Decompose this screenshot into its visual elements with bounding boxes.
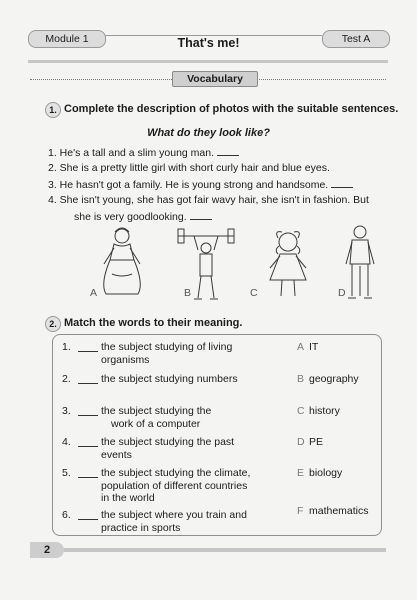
- footer-band: [64, 548, 386, 552]
- match-definition: the subject studying of living organisms: [101, 341, 233, 366]
- answer-blank[interactable]: [78, 373, 98, 384]
- answer-blank[interactable]: [78, 405, 98, 416]
- sentence-1: 1. He's a tall and a slim young man.: [48, 145, 393, 161]
- match-definition: the subject studying numbers: [101, 373, 238, 385]
- sentence-4-continued: she is very goodlooking.: [74, 209, 374, 225]
- answer-blank[interactable]: [190, 209, 212, 220]
- match-row-number: 3.: [62, 405, 71, 417]
- photo-label-d: D: [338, 287, 346, 299]
- task1-title: Complete the description of photos with the suitable sentences.: [64, 103, 399, 115]
- task2-title: Match the words to their meaning.: [64, 317, 243, 329]
- answer-blank[interactable]: [78, 509, 98, 520]
- page-number: 2: [30, 542, 64, 558]
- module-label: Module 1: [28, 30, 106, 48]
- section-label: Vocabulary: [172, 71, 258, 87]
- match-row-number: 5.: [62, 467, 71, 479]
- match-row-number: 6.: [62, 509, 71, 521]
- match-option-word: mathematics: [309, 505, 369, 517]
- photo-label-a: A: [90, 287, 98, 299]
- task2-number-icon: 2.: [45, 316, 61, 332]
- match-option-letter: C: [297, 405, 305, 417]
- page-title: That's me!: [177, 36, 240, 50]
- match-option-word: biology: [309, 467, 343, 479]
- answer-blank[interactable]: [78, 341, 98, 352]
- sentence-3: 3. He hasn't got a family. He is young strong and handsome.: [48, 177, 393, 193]
- match-option-letter: D: [297, 436, 305, 448]
- match-option-word: PE: [309, 436, 324, 448]
- match-option-letter: E: [297, 467, 305, 479]
- match-row-number: 1.: [62, 341, 71, 353]
- test-label: Test A: [322, 30, 390, 48]
- match-row-number: 2.: [62, 373, 71, 385]
- answer-blank[interactable]: [78, 467, 98, 478]
- task1-number-icon: 1.: [45, 102, 61, 118]
- photo-c-little-girl: [260, 228, 316, 300]
- photo-a-woman: [92, 224, 152, 300]
- photo-d-young-man: [340, 224, 380, 302]
- photo-label-c: C: [250, 287, 258, 299]
- answer-blank[interactable]: [331, 177, 353, 188]
- photo-label-b: B: [184, 287, 192, 299]
- match-definition: the subject studying the work of a computer: [101, 405, 212, 430]
- match-option-word: geography: [309, 373, 359, 385]
- match-definition: the subject studying the past events: [101, 436, 235, 461]
- match-option-word: IT: [309, 341, 319, 353]
- task1-subtitle: What do they look like?: [147, 127, 270, 139]
- match-option-letter: F: [297, 505, 304, 517]
- match-definition: the subject where you train and practice in sports: [101, 509, 247, 534]
- sentence-4: 4. She isn't young, she has got fair wavy hair, she isn't in fashion. But: [48, 194, 369, 206]
- match-option-word: history: [309, 405, 340, 417]
- header-band: [28, 60, 388, 63]
- match-definition: the subject studying the climate, population of different countries in the world: [101, 467, 251, 504]
- answer-blank[interactable]: [78, 436, 98, 447]
- answer-blank[interactable]: [217, 145, 239, 156]
- match-row-number: 4.: [62, 436, 71, 448]
- sentence-2: 2. She is a pretty little girl with short curly hair and blue eyes.: [48, 162, 330, 174]
- match-option-letter: B: [297, 373, 305, 385]
- match-option-letter: A: [297, 341, 305, 353]
